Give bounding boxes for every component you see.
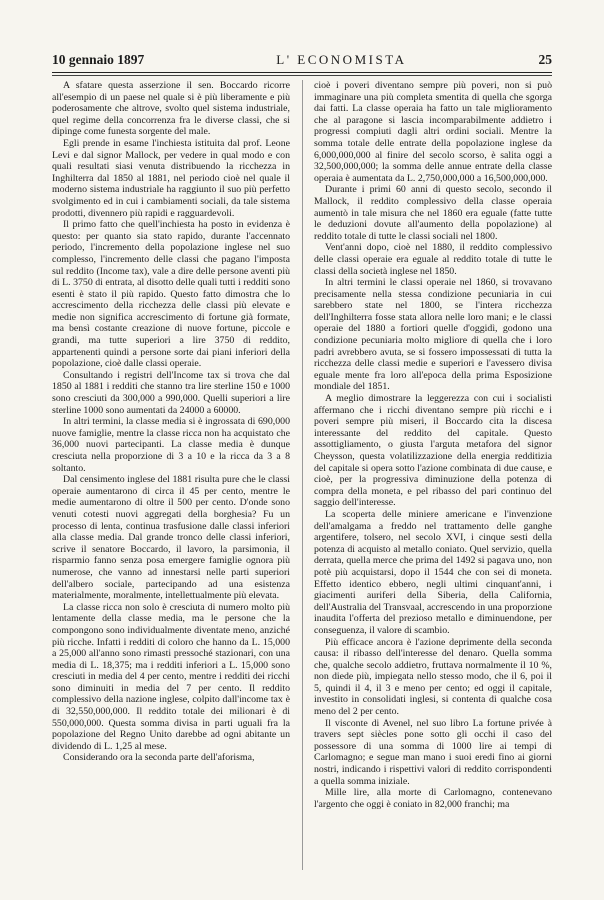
paragraph: Mille lire, alla morte di Carlomagno, contenevano l'argento che oggi è coniato in 82,000 franchi; ma [314,787,552,810]
paragraph: Consultando i registri dell'Income tax si trova che dal 1850 al 1881 i redditi che stanno tra lire sterline 150 e 1000 sono cresciuti da 300,000 a 990,000. Quelli superiori a lire sterline 1000 sono aumentati da 24000 a 60000. [52,369,290,416]
column-divider [302,80,303,870]
paragraph: Il visconte di Avenel, nel suo libro La fortune privée à travers sept siècles pone sotto gli occhi il caso del possessore di una somma di 1000 lire ai tempi di Carlomagno; e segue man mano i suoi eredi fino ai giorni nostri, indicando i rispettivi valori di reddito corrispondenti a quella somma iniziale. [314,717,552,787]
paragraph: Durante i primi 60 anni di questo secolo, secondo il Mallock, il reddito complessivo della classe operaia aumentò in tale misura che nel 1860 era eguale (fatte tutte le deduzioni dovute all'aumento della popolazione) al reddito totale di tutte le classi sociali nel 1800. [314,184,552,242]
paragraph: Vent'anni dopo, cioè nel 1880, il reddito complessivo delle classi operaie era eguale al reddito totale di tutte le classi della società inglese nel 1850. [314,242,552,277]
left-column [52,80,290,764]
paragraph: A meglio dimostrare la leggerezza con cui i socialisti affermano che i ricchi diventano sempre più ricchi e i poveri sempre più miseri, il Boccardo cita la discesa interessante del reddito del capitale. Questo assottigliamento, o giusta l'arguta metafora del signor Cheysson, questa volatilizzazione della energia redditizia del capitale si opera sotto l'azione combinata di due cause, e cioè, per la progressiva diminuzione della potenza di compra della moneta, e pel ribasso del pari continuo del saggio dell'interesse. [314,393,552,509]
paragraph: In altri termini le classi operaie nel 1860, si trovavano precisamente nella stessa condizione pecuniaria in cui sarebbero state nel 1800, se l'intera ricchezza dell'Inghilterra fosse stata allora nelle loro mani; e le classi operaie del 1880 a fortiori quelle d'oggidì, godono una condizione pecuniaria molto migliore di quella che i loro padri avrebbero avuta, se si fossero impossessati di tutta la ricchezza delle classi medie e superiori e l'avessero divisa eguale mente fra loro all'epoca della prima Esposizione mondiale del 1851. [314,277,552,393]
page-header [52,49,552,71]
paragraph: Dal censimento inglese del 1881 risulta pure che le classi operaie aumentarono di circa il 45 per cento, mentre le medie aumentarono di oltre il 500 per cento. D'onde sono venuti cotesti nuovi aggregati della borghesia? Fu un processo di lenta, continua trasfusione dalle classi inferiori alla classe media. Dal grande tronco delle classi inferiori, scrive il senatore Boccardo, il lavoro, la parsimonia, il risparmio fanno senza posa emergere famiglie ognora più numerose, che vanno ad innestarsi nelle parti superiori dell'albero sociale, partecipando ad una esistenza materialmente, moralmente, intellettualmente più elevata. [52,474,290,602]
paragraph: Considerando ora la seconda parte dell'aforisma, [63,752,255,764]
header-rule-thin [52,75,552,76]
journal-title: L' ECONOMISTA [276,52,407,67]
paragraph: Più efficace ancora è l'azione deprimente della seconda causa: il ribasso dell'interesse del denaro. Quella somma che, qualche secolo addietro, fruttava normalmente il 10 %, non diede più, impiegata nello stesso modo, che il 6, poi il 5, quindi il 4, il 3 e meno per cento; ed oggi il capitale, investito in consolidati inglesi, si contenta di qualche cosa meno del 2 per cento. [314,636,552,718]
paragraph: La classe ricca non solo è cresciuta di numero molto più lentamente della classe media, ma le persone che la compongono sono individualmente diventate meno, anziché più ricche. Infatti i redditi di coloro che hanno da L. 15,000 a 25,000 all'anno sono rimasti pressoché stazionari, con una media di L. 18,375; ma i redditi inferiori a L. 15,000 sono cresciuti in media del 4 per cento, mentre i redditi dei ricchi sono diminuiti in media del 7 per cento. Il reddito complessivo della nazione inglese, colpito dall'income tax è di 32,550,000,000. Il reddito totale dei milionari è di 550,000,000. Questa somma divisa in parti uguali fra la popolazione del Regno Unito darebbe ad ogni abitante un dividendo di L. 1,25 al mese. [52,601,290,752]
right-column [314,80,552,810]
paragraph: La scoperta delle miniere americane e l'invenzione dell'amalgama a freddo nel trattamento delle ganghe argentifere, tolsero, nel secolo XVI, i cinque sesti della potenza di acquisto al metallo coniato. Quel servizio, quella derrata, quella merce che prima del 1492 si pagava uno, non potè più acquistarsi, dopo il 1544 che con sei di moneta. Effetto identico ebbero, negli ultimi cinquant'anni, i giacimenti auriferi della Siberia, della California, dell'Australia del Transvaal, accrescendo in una proporzione inaudita l'offerta del prezioso metallo e diminuendone, per conseguenza, il valore di scambio. [314,508,552,636]
issue-date: 10 gennaio 1897 [52,52,145,67]
page-number: 25 [538,52,552,67]
paragraph: cioè i poveri diventano sempre più poveri, non si può immaginare una più completa smentita di quella che sgorga dai fatti. La classe operaia ha fatto un tale miglioramento che al paragone si lascia incomparabilmente addietro i progressi compiuti dagli altri ordini sociali. Mentre la somma totale delle entrate della popolazione inglese da 6,000,000,000 al finire del secolo scorso, è salita oggi a 32,500,000,000; la somma delle annue entrate della classe operaia è aumentata da L. 2,750,000,000 a 16,500,000,000. [314,80,552,184]
paragraph: Egli prende in esame l'inchiesta istituita dal prof. Leone Levi e dal signor Mallock, per vedere in qual modo e con quali resultati siasi venuta distribuendo la ricchezza in Inghilterra dal 1850 al 1881, nel periodo cioè nel quale il moderno sistema industriale ha raggiunto il suo più perfetto svolgimento ed in cui i cambiamenti sociali, da tale sistema prodotti, divennero più rapidi e ragguardevoli. [52,137,290,219]
paragraph: Il primo fatto che quell'inchiesta ha posto in evidenza è questo: per quanto sia stato rapido, durante l'accennato periodo, l'incremento della popolazione inglese nel suo complesso, l'incremento delle classi che pagano l'imposta sul reddito (Income tax), vale a dire delle persone aventi più di L. 3750 di entrata, al disotto delle quali tutti i redditi sono esenti è stato il più rapido. Questo fatto dimostra che lo accrescimento della ricchezza delle classi più elevate e medie non significa accrescimento di fortune già formate, ma bensì costante creazione di nuove fortune, piccole e grandi, ma tutte superiori a lire 3750 di reddito, appartenenti quindi a persone sorte dai piani inferiori della popolazione, cioè dalle classi operaie. [52,219,290,370]
paragraph: A sfatare questa asserzione il sen. Boccardo ricorre all'esempio di un paese nel quale si è più liberamente e più poderosamente che altrove, svolto quel sistema industriale, quel regime della concorrenza fra le diverse classi, che si dipinge come funesta sorgente del male. [52,80,290,138]
header-rule [52,72,552,73]
paragraph: In altri termini, la classe media si è ingrossata di 690,000 nuove famiglie, mentre la classe ricca non ha acquistato che 36,000 nuovi partecipanti. La classe media è dunque cresciuta nella proporzione di 3 a 10 e la ricca da 3 a 8 soltanto. [52,416,290,474]
